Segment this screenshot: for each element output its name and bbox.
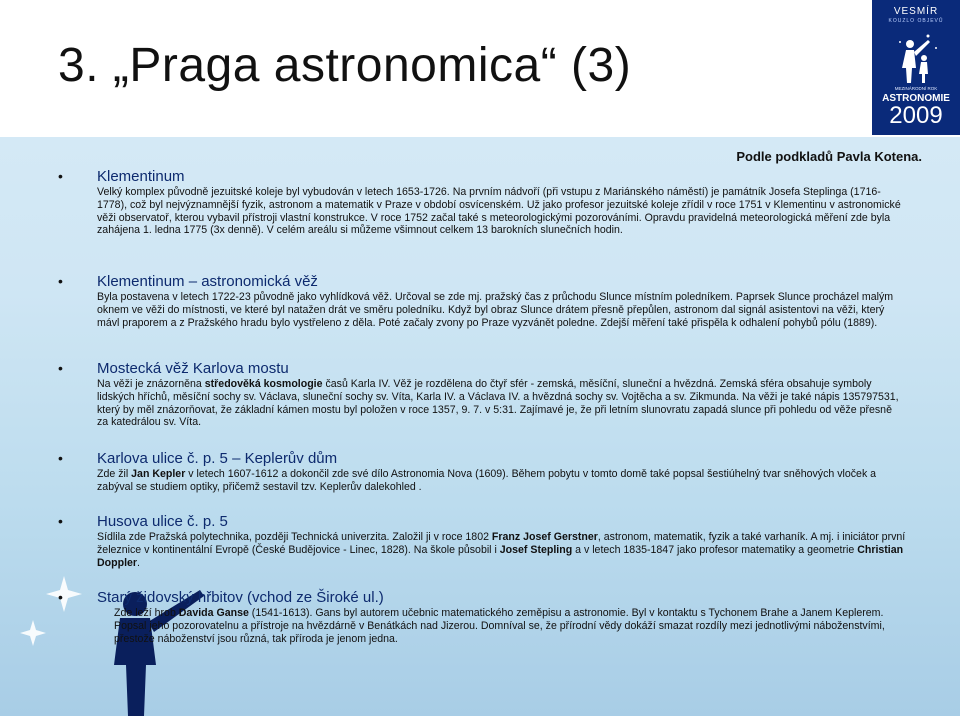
body-bold: Franz Josef Gerstner <box>491 531 598 543</box>
section-body: Velký komplex původně jezuitské koleje byl vybudován v letech 1653-1726. Na prvním nádvoří (při vstupu z Mariánského náměstí) je památník Josefa Steplinga (1716-1778), což byl nejvýznamnější fyzik, astronom a matematik v Praze v období osvícenském. Už jako profesor jezuitské koleje zřídil v roce 1751 v Klementinu v astronomické věži observatoř, kterou vybavil přístroji vlastní konstrukce. V roce 1752 začal také s meteorologickými pozorováními. Opravdu pravidelná meteorologická měření zde byla zahájena 1. ledna 1775 (3x denně). V celém areálu si můžeme všimnout celkem 13 barokních slunečních hodin. <box>97 186 901 237</box>
body-bold: Davida Ganse <box>178 607 249 619</box>
section-heading: Karlova ulice č. p. 5 – Keplerův dům <box>97 450 338 467</box>
body-bold: středověká kosmologie <box>204 378 323 390</box>
section-body <box>97 378 906 429</box>
logo-subtitle: KOUZLO OBJEVŮ <box>888 18 944 24</box>
body-bold: Christian Doppler <box>97 543 904 569</box>
logo-astronomie: ASTRONOMIE <box>882 93 950 104</box>
section-heading: Mostecká věž Karlova mostu <box>97 360 289 377</box>
body-bold: Josef Stepling <box>499 543 573 556</box>
credit-note: Podle podkladů Pavla Kotena. <box>736 149 922 164</box>
bullet-icon: • <box>58 513 63 529</box>
logo-small-text: MEZINÁRODNÍ ROK <box>894 86 938 91</box>
section-body <box>97 531 906 569</box>
body-text: Na věži je znázorněna <box>97 378 205 390</box>
section-heading: Klementinum – astronomická věž <box>97 273 318 290</box>
body-text: , astronom, matematik, fyzik a také varhaník. A mj. i iniciátor první železnice v kontinentální Evropě (České Budějovice - Linec, 1828). Na škole působil i <box>97 531 906 556</box>
section-kepleruv-dum <box>58 450 906 494</box>
bullet-icon: • <box>58 273 63 289</box>
body-text: (1541-1613). Gans byl autorem učebnic matematického zeměpisu a astronomie. Byl v kontaktu s Tychonem Brahe a Janem Keplerem. Popsal jeho pozorovatelnu a přístroje na hvězdárně v Benátkách nad Jizerou. Domníval se, že přírodní vědy dokáží smazat rozdíly mezi jednotlivými náboženstvími, přestože náboženství jsou různá, tak příroda je jenom jedna. <box>114 607 885 645</box>
logo-year: 2009 <box>889 102 943 129</box>
section-heading: Klementinum <box>97 168 185 185</box>
bullet-icon: • <box>58 589 63 605</box>
body-text: . <box>137 556 140 569</box>
body-bold: Jan Kepler <box>131 468 186 480</box>
section-klementinum <box>58 168 906 237</box>
body-text: časů Karla IV. Věž je rozdělena do čtyř sfér - zemská, měsíční, sluneční a hvězdná. Zemská sféra obsahuje symboly lidských hříchů, měsíční sochy sv. Václava, sluneční sochy sv. Víta, Karla IV. a Václava IV. a hvězdná sochy sv. Vojtěcha a sv. Zikmunda. Na věži je také nápis 135797531, který by měl znázorňovat, že základní kámen mostu byl položen v roce 1357, 9. 7. v 5:31. Zajímavé je, že při letním slunovratu zapadá slunce při pohledu od věže přesně za katedrálou sv. Víta. <box>97 378 899 429</box>
body-text: Zde žil <box>97 468 132 480</box>
body-text: v letech 1607-1612 a dokončil zde své dílo Astronomia Nova (1609). Během pobytu v tomto domě také popsal šestiúhelný tvar sněhových vloček a zabýval se studiem optiky, přičemž sestavil tzv. Keplerův dalekohled . <box>97 468 877 493</box>
section-zidovsky-hrbitov <box>58 589 906 645</box>
section-husova-ulice <box>58 513 906 569</box>
title-bar <box>0 0 960 137</box>
bullet-icon: • <box>58 450 63 466</box>
body-text: Zde leží hrob <box>114 607 179 619</box>
section-astronomicka-vez <box>58 273 906 329</box>
astronomy-2009-logo <box>872 0 960 135</box>
section-mostecka-vez <box>58 360 906 429</box>
logo-vesmir: VESMÍR <box>893 6 939 17</box>
bullet-icon: • <box>58 360 63 376</box>
section-heading: Starý židovský hřbitov (vchod ze Široké ul.) <box>97 589 384 606</box>
section-heading: Husova ulice č. p. 5 <box>97 513 228 530</box>
section-body <box>114 607 906 645</box>
section-body: Byla postavena v letech 1722-23 původně jako vyhlídková věž. Určoval se zde mj. pražský čas z průchodu Slunce místním poledníkem. Paprsek Slunce procházel malým oknem ve věži do místnosti, ve které byl natažen drát ve směru poledníku. Když byl obraz Slunce drátem přesně přepůlen, astronom dal signál asistentovi na věži, který mávl praporem a z Pražského hradu bylo vystřeleno z děla. Poté začaly zvony po Praze vyzvánět poledne. Zdejší měření také přispěla k odhalení pohybů pólu (1889). <box>97 291 894 329</box>
section-body <box>97 468 906 494</box>
page-title: 3. „Praga astronomica“ (3) <box>58 39 632 92</box>
bullet-icon: • <box>58 168 63 184</box>
body-text: a v letech 1835-1847 jako profesor matematiky a geometrie <box>572 543 858 556</box>
body-text: Sídlila zde Pražská polytechnika, později Technická univerzita. Založil ji v roce 1802 <box>97 531 492 543</box>
stargazer-logo-icon <box>888 28 944 84</box>
